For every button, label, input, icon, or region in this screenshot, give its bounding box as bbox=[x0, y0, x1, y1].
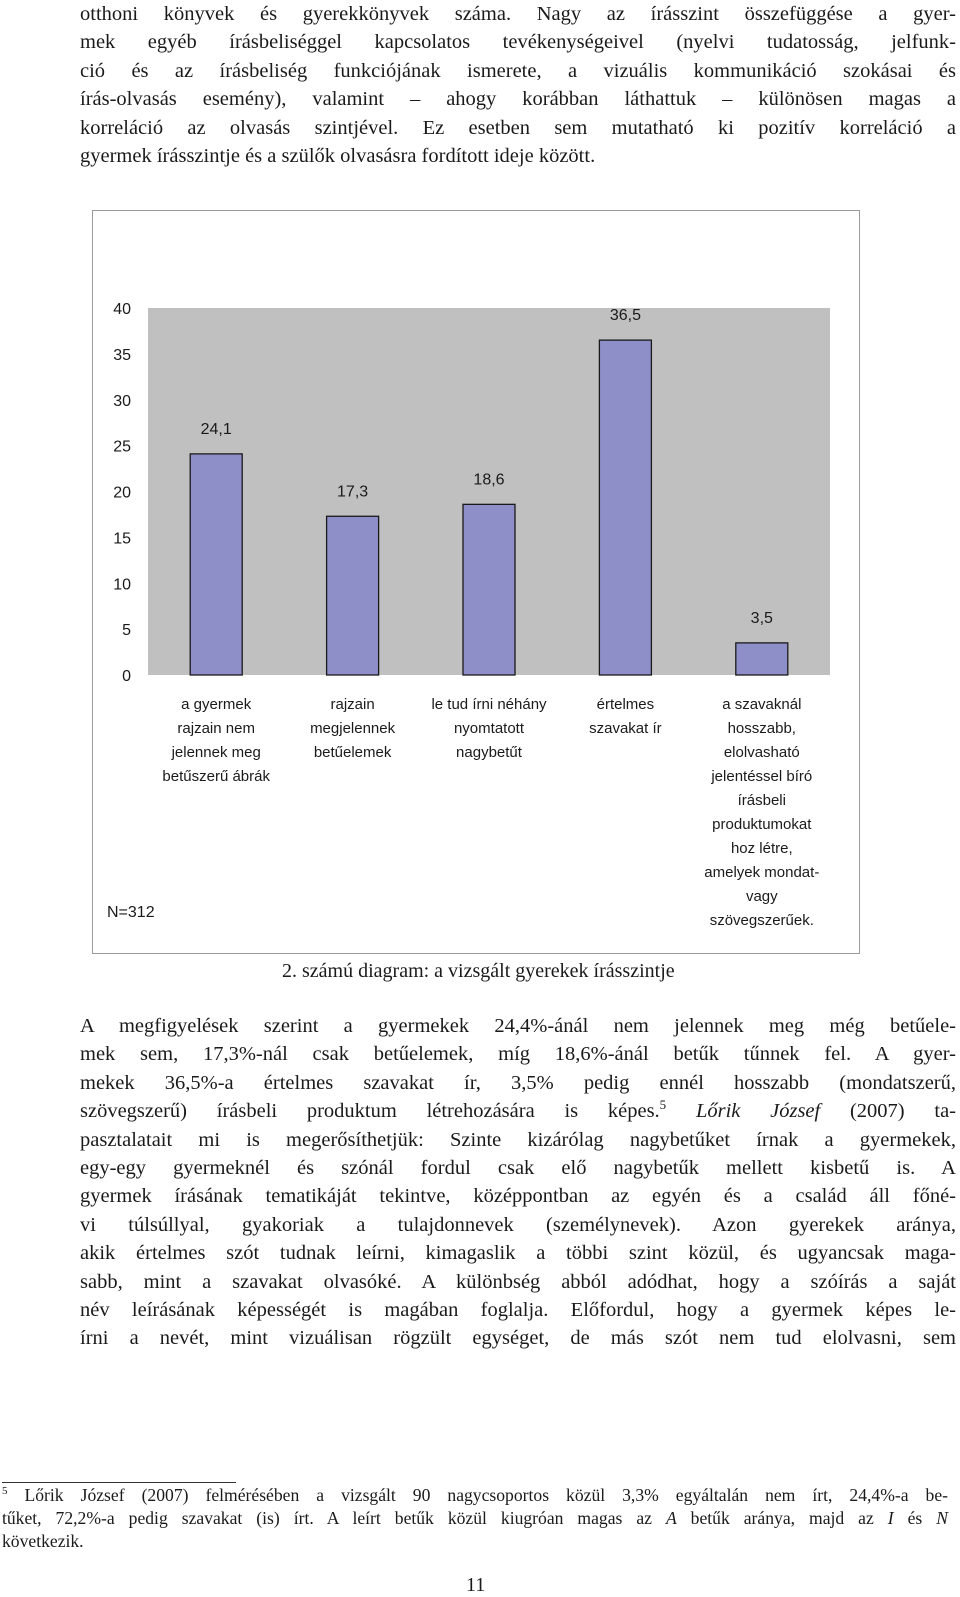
y-tick-label: 5 bbox=[122, 622, 131, 640]
bar bbox=[463, 504, 515, 675]
y-tick-label: 20 bbox=[113, 484, 131, 502]
footnote-separator bbox=[2, 1482, 236, 1483]
text-line: írás-olvasás esemény), valamint – ahogy korábban láthattuk – különösen magas a bbox=[80, 88, 956, 111]
data-label: 36,5 bbox=[609, 307, 641, 325]
text-line: A megfigyelések szerint a gyermekek 24,4%-ánál nem jelennek meg még betűele- bbox=[80, 1015, 956, 1037]
sample-size-annotation: N=312 bbox=[107, 904, 155, 921]
text-segment: (2007) ta- bbox=[820, 1100, 957, 1123]
text-line: mekek 36,5%-a értelmes szavakat ír, 3,5% pedig ennél hosszabb (mondatszerű, bbox=[80, 1071, 956, 1094]
page-number: 11 bbox=[466, 1574, 486, 1596]
text-line: ció és az írásbeliség funkciójának ismerete, a vizuális kommunikáció szokásai és bbox=[80, 59, 956, 82]
text-line: pasztalatait mi is megerősíthetjük: Szinte kizárólag nagybetűket írnak a gyermekek, bbox=[80, 1128, 956, 1151]
text-line bbox=[80, 1097, 956, 1125]
category-label: a gyermek rajzain nem jelennek meg betűszerű ábrák bbox=[162, 696, 270, 785]
bar bbox=[327, 516, 379, 675]
text-segment: szövegszerű) írásbeli produktum létrehozására is képes. bbox=[80, 1100, 660, 1123]
footnote-line: $^5$ Lőrik József (2007) felmérésében a vizsgált 90 nagycsoportos közül 3,3% egyáltalán nem írt, 24,4%-a be- bbox=[2, 1485, 948, 1505]
y-tick-label: 15 bbox=[113, 530, 131, 548]
text-line: sabb, mint a szavakat olvasóké. A különbség abból adódhat, hogy a szóírás a saját bbox=[80, 1270, 956, 1293]
category-label: értelmes szavakat ír bbox=[589, 696, 662, 737]
footnote-line: következik. bbox=[2, 1531, 84, 1552]
y-tick-label: 10 bbox=[113, 576, 131, 594]
bar bbox=[736, 643, 788, 675]
y-tick-label: 30 bbox=[113, 392, 131, 410]
text-line: egy-egy gyermeknél és szónál fordul csak elő nagybetűk mellett kisbetű is. A bbox=[80, 1157, 956, 1180]
text-line: akik értelmes szót tudnak leírni, kimagaslik a többi szint közül, és ugyancsak maga- bbox=[80, 1242, 956, 1265]
text-line: írni a nevét, mint vizuálisan rögzült egységet, de más szót nem tud elolvasni, sem bbox=[80, 1327, 956, 1350]
intro-paragraph bbox=[80, 0, 956, 170]
chart-caption: 2. számú diagram: a vizsgált gyerekek írásszintje bbox=[282, 960, 675, 982]
author-name: Lőrik József bbox=[695, 1100, 821, 1123]
text-line: otthoni könyvek és gyerekkönyvek száma. Nagy az írásszint összefüggése a gyer- bbox=[80, 3, 956, 25]
text-line: mek sem, 17,3%-nál csak betűelemek, míg 18,6%-ánál betűk tűnnek fel. A gyer- bbox=[80, 1043, 956, 1066]
y-tick-label: 40 bbox=[113, 301, 131, 318]
text-line: név leírásának képességét is magában foglalja. Előfordul, hogy a gyermek képes le- bbox=[80, 1299, 956, 1322]
data-label: 17,3 bbox=[337, 483, 369, 501]
data-label: 18,6 bbox=[473, 471, 505, 489]
results-paragraph bbox=[80, 1012, 956, 1353]
footnote-marker: 5 bbox=[2, 1485, 8, 1497]
bar bbox=[190, 454, 242, 675]
footnote-line: tűket, 72,2%-a pedig szavakat (is) írt. A leírt betűk közül kiugróan magas az A betűk aránya, majd az I és N bbox=[2, 1508, 949, 1529]
category-label: rajzain megjelennek betűelemek bbox=[310, 696, 396, 761]
text-line: mek egyéb írásbeliséggel kapcsolatos tevékenységeivel (nyelvi tudatosság, jelfunk- bbox=[80, 31, 956, 54]
bar-chart-frame bbox=[92, 210, 860, 954]
footnote bbox=[2, 1484, 948, 1554]
y-axis-ticks bbox=[113, 301, 131, 685]
category-label: a szavaknál hosszabb, elolvasható jelentéssel bíró írásbeli produktumokat hoz létre, amelyek mondat-vagy szövegszerűek. bbox=[704, 696, 820, 929]
text-line: korreláció az olvasás szintjével. Ez esetben sem mutatható ki pozitív korreláció a bbox=[80, 116, 956, 139]
text-line: vi túlsúllyal, gyakoriak a tulajdonnevek (személynevek). Azon gyerekek aránya, bbox=[80, 1213, 956, 1236]
footnote-reference[interactable]: 5 bbox=[659, 1097, 667, 1113]
y-tick-label: 0 bbox=[122, 668, 131, 685]
data-label: 24,1 bbox=[200, 420, 232, 438]
data-label: 3,5 bbox=[750, 609, 773, 627]
bar bbox=[599, 340, 651, 675]
category-label: le tud írni néhány nyomtatott nagybetűt bbox=[431, 696, 547, 761]
y-tick-label: 35 bbox=[113, 346, 131, 364]
category-labels bbox=[162, 696, 819, 929]
text-line: gyermek írásszintje és a szülők olvasásra fordított ideje között. bbox=[80, 145, 596, 168]
text-line: gyermek írásának tematikáját tekintve, középpontban az egyén és a család áll főné- bbox=[80, 1185, 956, 1208]
bar-chart bbox=[93, 211, 859, 953]
y-tick-label: 25 bbox=[113, 438, 131, 456]
